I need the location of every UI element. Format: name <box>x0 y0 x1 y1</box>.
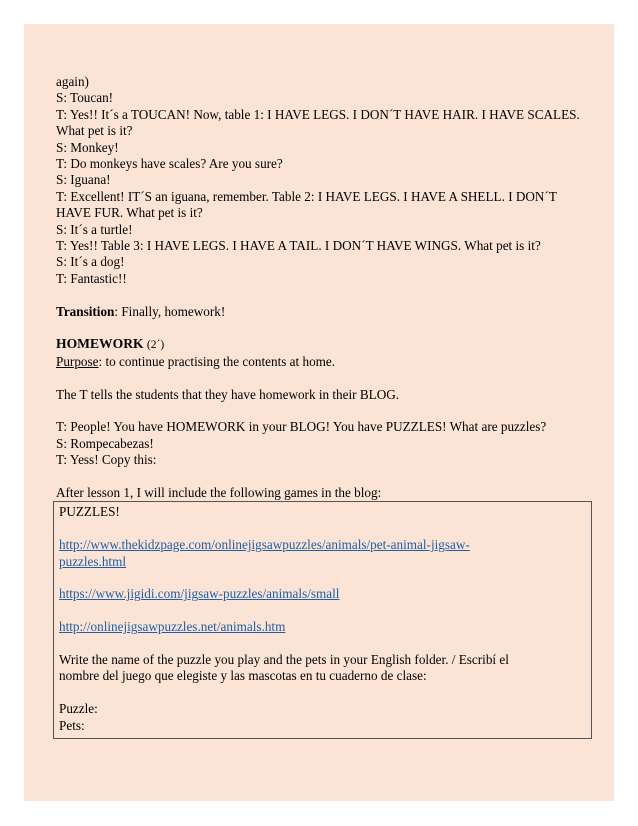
instruction-line: nombre del juego que elegiste y las mascotas en tu cuaderno de clase: <box>59 668 427 684</box>
purpose-text: : to continue practising the contents at home. <box>98 353 336 369</box>
dialogue-line: T: Fantastic!! <box>56 270 127 286</box>
homework-duration: (2´) <box>146 339 165 352</box>
lesson-content <box>56 74 586 739</box>
puzzle-label: Puzzle: <box>59 701 98 717</box>
dialogue-line: S: Iguana! <box>56 172 111 188</box>
homework-intro: The T tells the students that they have homework in their BLOG. <box>56 386 400 402</box>
transition-line <box>56 304 586 320</box>
document-page <box>24 24 614 801</box>
transition-text: : Finally, homework! <box>114 303 226 319</box>
dialogue-line: S: Toucan! <box>56 90 114 106</box>
dialogue-line: S: Monkey! <box>56 139 119 155</box>
puzzles-title: PUZZLES! <box>59 504 120 520</box>
pets-label: Pets: <box>59 717 85 733</box>
homework-heading <box>56 336 586 353</box>
puzzle-link-1[interactable]: http://www.thekidzpage.com/onlinejigsawpuzzles/animals/pet-animal-jigsaw- <box>59 537 470 553</box>
homework-dialogue-line: T: People! You have HOMEWORK in your BLOG! You have PUZZLES! What are puzzles? <box>56 419 547 435</box>
dialogue-line: S: It´s a turtle! <box>56 221 133 237</box>
puzzles-box <box>53 501 592 739</box>
after-lesson-text: After lesson 1, I will include the following games in the blog: <box>56 485 382 501</box>
dialogue-line: S: It´s a dog! <box>56 254 125 270</box>
dialogue-line: T: Do monkeys have scales? Are you sure? <box>56 156 283 172</box>
transition-label: Transition <box>56 303 115 319</box>
homework-dialogue-line: T: Yess! Copy this: <box>56 452 157 468</box>
dialogue-line: again) <box>56 74 89 89</box>
dialogue-line: T: Yes!! It´s a TOUCAN! Now, table 1: I HAVE LEGS. I DON´T HAVE HAIR. I HAVE SCALES. <box>56 106 580 122</box>
puzzle-link-1-cont[interactable]: puzzles.html <box>59 553 127 569</box>
dialogue-line: T: Yes!! Table 3: I HAVE LEGS. I HAVE A TAIL. I DON´T HAVE WINGS. What pet is it? <box>56 238 541 254</box>
instruction-line: Write the name of the puzzle you play and the pets in your English folder. / Escribí el <box>59 652 509 668</box>
puzzle-link-2[interactable]: https://www.jigidi.com/jigsaw-puzzles/animals/small <box>59 586 340 602</box>
dialogue-line: T: Excellent! IT´S an iguana, remember. Table 2: I HAVE LEGS. I HAVE A SHELL. I DON´T <box>56 188 557 204</box>
dialogue-line: What pet is it? <box>56 123 133 139</box>
dialogue-line: HAVE FUR. What pet is it? <box>56 205 203 221</box>
purpose-line <box>56 354 586 370</box>
puzzle-link-3[interactable]: http://onlinejigsawpuzzles.net/animals.htm <box>59 619 286 635</box>
purpose-label: Purpose <box>56 353 99 369</box>
homework-title: HOMEWORK <box>56 336 144 352</box>
homework-dialogue-line: S: Rompecabezas! <box>56 435 154 451</box>
